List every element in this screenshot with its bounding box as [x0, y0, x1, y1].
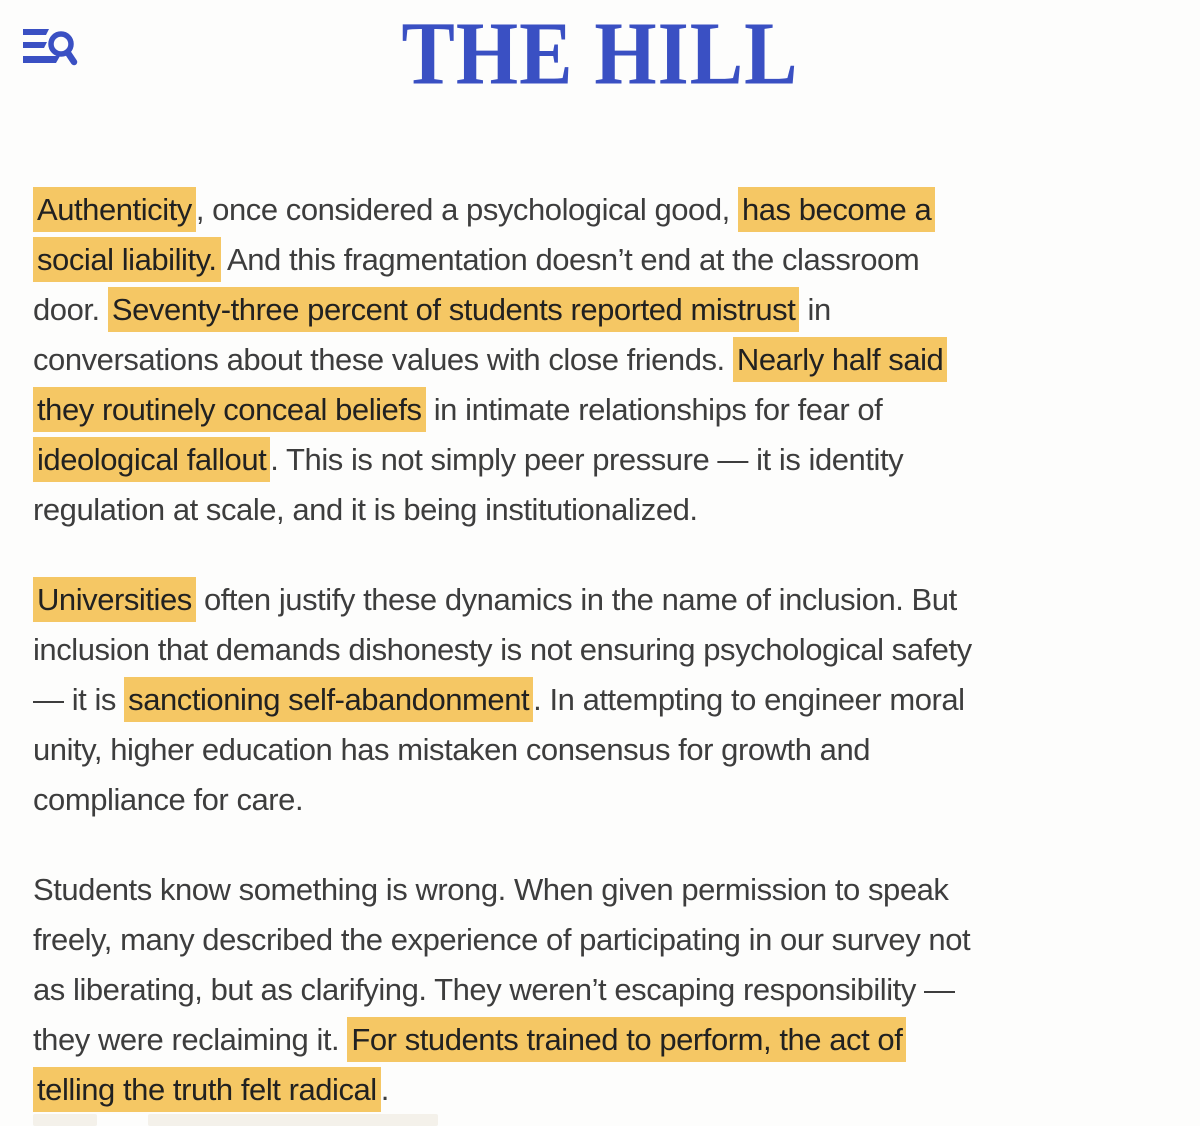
text-segment: often justify these dynamics in the name of inclusion. But	[195, 582, 957, 617]
highlighted-text: Seventy-three percent of students reported mistrust	[108, 287, 800, 332]
article-paragraph	[33, 575, 1167, 825]
highlighted-text: sanctioning self-abandonment	[124, 677, 533, 722]
article-body	[33, 185, 1167, 1115]
text-segment: . This is not simply peer pressure — it is identity	[270, 442, 904, 477]
text-segment: inclusion that demands dishonesty is not ensuring psychological safety	[33, 632, 972, 667]
text-segment: they were reclaiming it.	[33, 1022, 348, 1057]
text-line	[33, 625, 1167, 675]
highlighted-text: has become a	[738, 187, 935, 232]
highlighted-text: Nearly half said	[733, 337, 947, 382]
site-logo-text: THE HILL	[401, 5, 799, 104]
text-line	[33, 185, 1167, 235]
text-line	[33, 235, 1167, 285]
article-paragraph	[33, 185, 1167, 535]
text-segment: unity, higher education has mistaken consensus for growth and	[33, 732, 871, 767]
site-logo[interactable]	[0, 4, 1200, 104]
text-line	[33, 335, 1167, 385]
text-segment: Students know something is wrong. When given permission to speak	[33, 872, 949, 907]
site-header	[0, 0, 1200, 104]
text-line	[33, 435, 1167, 485]
highlighted-text: social liability.	[33, 237, 221, 282]
text-line	[33, 1065, 1167, 1115]
text-line	[33, 775, 1167, 825]
text-segment: regulation at scale, and it is being institutionalized.	[33, 492, 698, 527]
text-line	[33, 1015, 1167, 1065]
text-line	[33, 385, 1167, 435]
text-line	[33, 965, 1167, 1015]
text-line	[33, 575, 1167, 625]
highlighted-text: Authenticity	[33, 187, 196, 232]
text-segment: compliance for care.	[33, 782, 304, 817]
text-segment: And this fragmentation doesn’t end at the classroom	[220, 242, 920, 277]
text-segment: as liberating, but as clarifying. They weren’t escaping responsibility —	[33, 972, 955, 1007]
text-segment: . In attempting to engineer moral	[533, 682, 965, 717]
cutoff-next-line-fragment	[148, 1114, 438, 1126]
highlighted-text: they routinely conceal beliefs	[33, 387, 426, 432]
text-segment: in	[799, 292, 831, 327]
text-line	[33, 485, 1167, 535]
highlighted-text: For students trained to perform, the act of	[347, 1017, 906, 1062]
text-line	[33, 285, 1167, 335]
highlighted-text: telling the truth felt radical	[33, 1067, 381, 1112]
article-paragraph	[33, 865, 1167, 1115]
text-line	[33, 865, 1167, 915]
text-segment: .	[380, 1072, 389, 1107]
text-line	[33, 675, 1167, 725]
text-line	[33, 725, 1167, 775]
cutoff-next-line-fragment	[33, 1114, 97, 1126]
text-segment: door.	[33, 292, 108, 327]
text-segment: conversations about these values with close friends.	[33, 342, 733, 377]
highlighted-text: ideological fallout	[33, 437, 270, 482]
text-line	[33, 915, 1167, 965]
text-segment: , once considered a psychological good,	[195, 192, 738, 227]
text-segment: in intimate relationships for fear of	[425, 392, 883, 427]
highlighted-text: Universities	[33, 577, 196, 622]
text-segment: — it is	[33, 682, 125, 717]
text-segment: freely, many described the experience of participating in our survey not	[33, 922, 971, 957]
